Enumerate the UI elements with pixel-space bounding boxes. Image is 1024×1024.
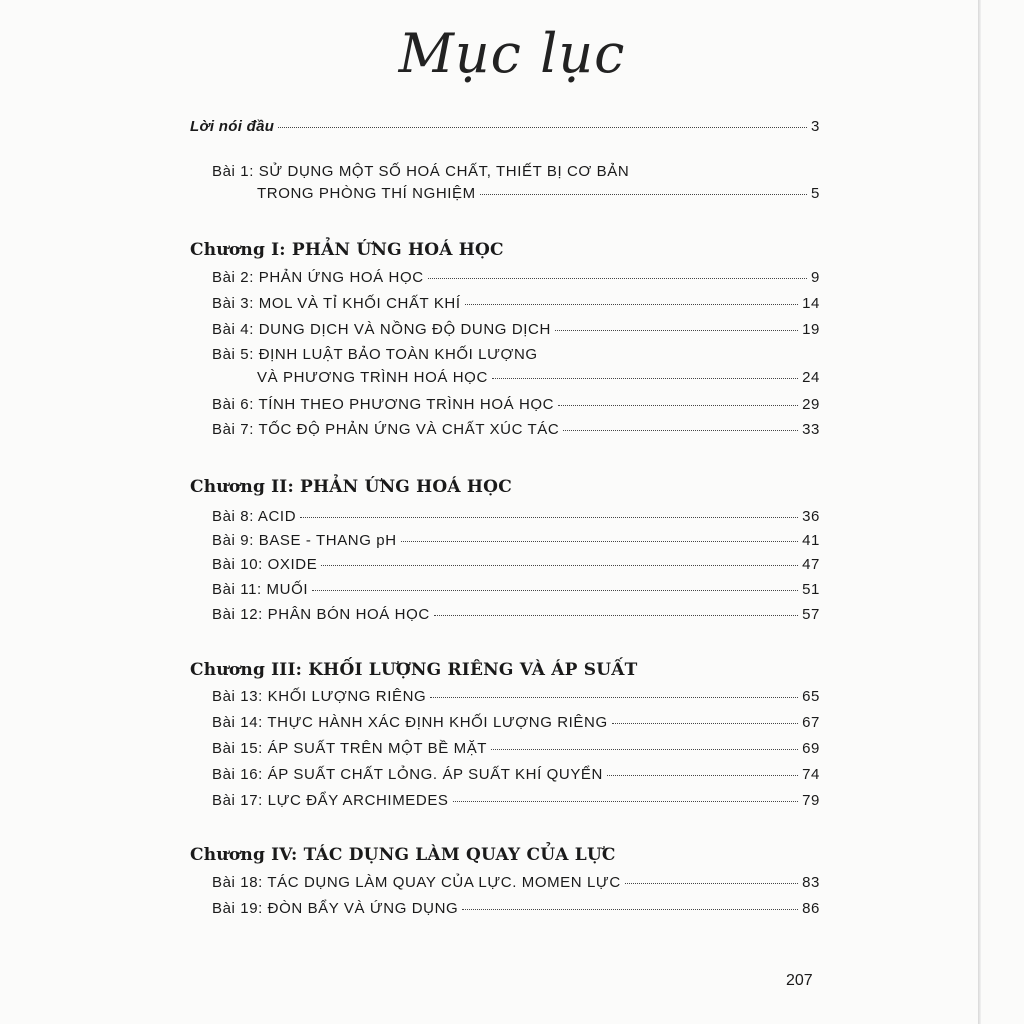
- toc-entry: [212, 295, 820, 312]
- dot-leader: [465, 304, 798, 305]
- toc-entry: [212, 606, 820, 623]
- toc-entry-page: 41: [802, 532, 820, 549]
- chapter-title: Chương III: KHỐI LƯỢNG RIÊNG VÀ ÁP SUẤT: [190, 660, 638, 680]
- toc-entry-label: Bài 6: TÍNH THEO PHƯƠNG TRÌNH HOÁ HỌC: [212, 396, 555, 413]
- page-fold-shadow: [978, 0, 981, 1024]
- toc-entry-page: 83: [802, 874, 820, 891]
- chapter-title: Chương I: PHẢN ỨNG HOÁ HỌC: [190, 240, 504, 260]
- toc-entry: [212, 421, 820, 438]
- toc-entry-label: Bài 17: LỰC ĐẨY ARCHIMEDES: [212, 792, 449, 809]
- toc-entry-label: Bài 11: MUỐI: [212, 581, 309, 598]
- toc-entry-page: 69: [802, 740, 820, 757]
- toc-entry-label: VÀ PHƯƠNG TRÌNH HOÁ HỌC: [257, 369, 488, 386]
- toc-entry-page: 47: [802, 556, 820, 573]
- chapter-title: Chương II: PHẢN ỨNG HOÁ HỌC: [190, 477, 512, 497]
- toc-entry-label: Bài 18: TÁC DỤNG LÀM QUAY CỦA LỰC. MOMEN LỰC: [212, 874, 621, 891]
- toc-entry: [212, 874, 820, 891]
- dot-leader: [321, 565, 798, 566]
- toc-entry: [212, 714, 820, 731]
- page-title: Mục lục: [398, 22, 626, 85]
- toc-entry-preface: [190, 118, 820, 135]
- dot-leader: [430, 697, 798, 698]
- toc-entry-label: Bài 15: ÁP SUẤT TRÊN MỘT BỀ MẶT: [212, 740, 488, 757]
- toc-entry-page: 51: [802, 581, 820, 598]
- toc-entry-label: Bài 14: THỰC HÀNH XÁC ĐỊNH KHỐI LƯỢNG RIÊNG: [212, 714, 608, 731]
- dot-leader: [612, 723, 798, 724]
- dot-leader: [453, 801, 799, 802]
- toc-entry: [212, 792, 820, 809]
- toc-entry: [212, 581, 820, 598]
- toc-entry-page: 57: [802, 606, 820, 623]
- dot-leader: [462, 909, 798, 910]
- toc-entry-label: Bài 2: PHẢN ỨNG HOÁ HỌC: [212, 269, 424, 286]
- toc-entry-page: 33: [802, 421, 820, 438]
- toc-entry-label: Bài 13: KHỐI LƯỢNG RIÊNG: [212, 688, 427, 705]
- toc-entry-page: 74: [802, 766, 820, 783]
- toc-entry-label: Bài 9: BASE - THANG pH: [212, 532, 397, 549]
- toc-entry-label: TRONG PHÒNG THÍ NGHIỆM: [257, 185, 476, 202]
- toc-entry: [212, 396, 820, 413]
- dot-leader: [607, 775, 798, 776]
- toc-entry-line1: Bài 1: SỬ DỤNG MỘT SỐ HOÁ CHẤT, THIẾT BỊ CƠ BẢN: [212, 163, 630, 180]
- dot-leader: [492, 378, 798, 379]
- toc-entry-label: Bài 10: OXIDE: [212, 556, 318, 573]
- toc-entry: [212, 321, 820, 338]
- dot-leader: [312, 590, 798, 591]
- toc-entry: [212, 269, 820, 286]
- dot-leader: [401, 541, 798, 542]
- toc-entry-label: Bài 12: PHÂN BÓN HOÁ HỌC: [212, 606, 430, 623]
- toc-entry-page: 79: [802, 792, 820, 809]
- toc-entry-page: 14: [802, 295, 820, 312]
- toc-entry-label: Bài 16: ÁP SUẤT CHẤT LỎNG. ÁP SUẤT KHÍ QUYỂN: [212, 766, 603, 783]
- dot-leader: [434, 615, 798, 616]
- dot-leader: [278, 127, 807, 128]
- toc-entry-label: Bài 3: MOL VÀ TỈ KHỐI CHẤT KHÍ: [212, 295, 461, 312]
- toc-entry: [212, 688, 820, 705]
- dot-leader: [563, 430, 798, 431]
- toc-entry: [212, 900, 820, 917]
- toc-entry: [212, 740, 820, 757]
- dot-leader: [555, 330, 798, 331]
- toc-entry: [212, 532, 820, 549]
- toc-entry-line1: Bài 5: ĐỊNH LUẬT BẢO TOÀN KHỐI LƯỢNG: [212, 346, 538, 363]
- chapter-title: Chương IV: TÁC DỤNG LÀM QUAY CỦA LỰC: [190, 845, 616, 865]
- dot-leader: [428, 278, 807, 279]
- dot-leader: [625, 883, 798, 884]
- toc-entry: [212, 766, 820, 783]
- toc-entry: [257, 369, 820, 386]
- toc-entry-page: 5: [811, 185, 820, 202]
- page-number: 207: [786, 972, 813, 989]
- toc-entry: [212, 556, 820, 573]
- toc-entry-page: 29: [802, 396, 820, 413]
- toc-entry-page: 67: [802, 714, 820, 731]
- toc-entry-page: 36: [802, 508, 820, 525]
- toc-entry-page: 3: [811, 118, 820, 135]
- toc-entry-page: 9: [811, 269, 820, 286]
- toc-entry-page: 86: [802, 900, 820, 917]
- toc-entry-label: Bài 4: DUNG DỊCH VÀ NỒNG ĐỘ DUNG DỊCH: [212, 321, 551, 338]
- toc-entry-label: Bài 7: TỐC ĐỘ PHẢN ỨNG VÀ CHẤT XÚC TÁC: [212, 421, 560, 438]
- toc-entry-lesson1: [257, 185, 820, 202]
- toc-entry-page: 65: [802, 688, 820, 705]
- toc-entry-label: Lời nói đầu: [190, 118, 275, 135]
- toc-entry-page: 24: [802, 369, 820, 386]
- dot-leader: [558, 405, 798, 406]
- toc-entry: [212, 508, 820, 525]
- toc-entry-label: Bài 19: ĐÒN BẨY VÀ ỨNG DỤNG: [212, 900, 459, 917]
- dot-leader: [480, 194, 807, 195]
- dot-leader: [300, 517, 798, 518]
- dot-leader: [491, 749, 798, 750]
- toc-entry-label: Bài 8: ACID: [212, 508, 297, 525]
- toc-entry-page: 19: [802, 321, 820, 338]
